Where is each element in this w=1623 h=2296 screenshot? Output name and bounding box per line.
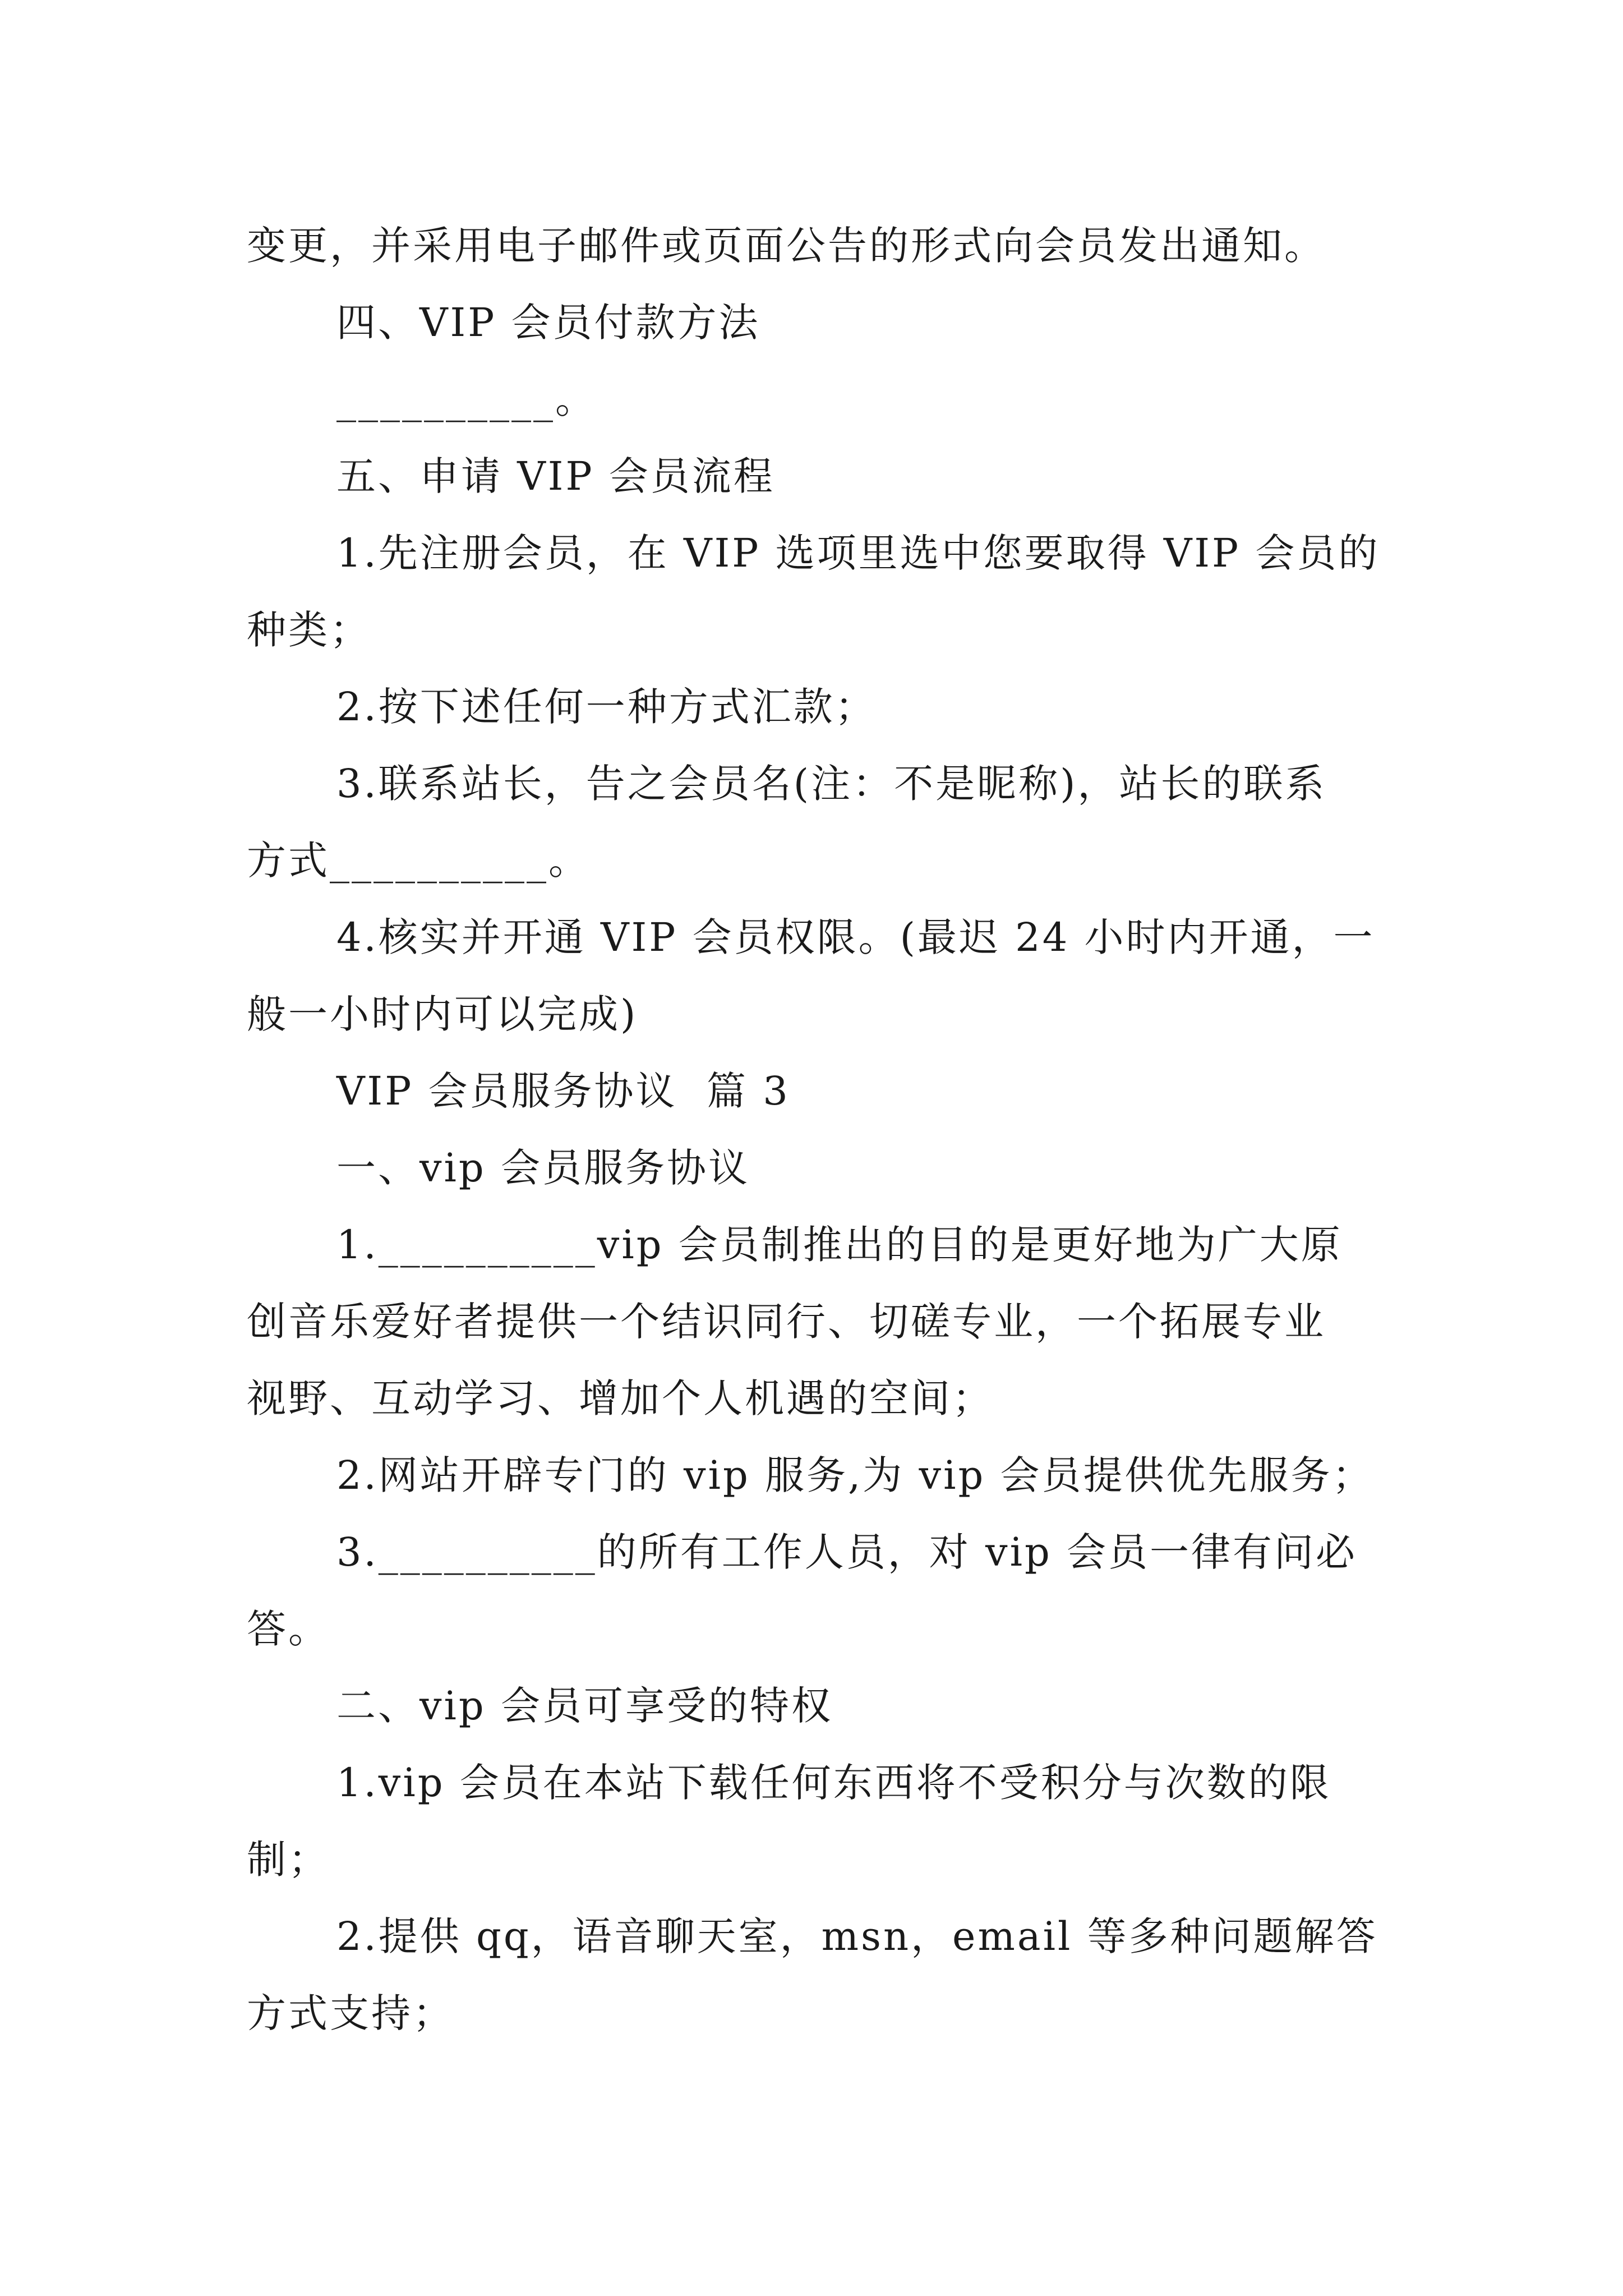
text-line: 3.联系站长，告之会员名(注：不是昵称)，站长的联系 xyxy=(336,761,1327,807)
text-line: 2.提供 qq，语音聊天室，msn，email 等多种问题解答 xyxy=(336,1913,1378,1959)
text-line: 2.网站开辟专门的 vip 服务,为 vip 会员提供优先服务； xyxy=(336,1452,1374,1498)
section-heading: 五、申请 VIP 会员流程 xyxy=(336,453,775,499)
text-line: 创音乐爱好者提供一个结识同行、切磋专业，一个拓展专业 xyxy=(247,1299,1326,1345)
section-heading: 二、vip 会员可享受的特权 xyxy=(336,1683,833,1729)
section-heading: 四、VIP 会员付款方法 xyxy=(336,300,760,346)
section-title: VIP 会员服务协议 篇 3 xyxy=(336,1068,790,1114)
text-line: 般一小时内可以完成) xyxy=(247,991,638,1037)
text-line: 3.__________的所有工作人员，对 vip 会员一律有问必 xyxy=(336,1529,1358,1575)
text-line: 2.按下述任何一种方式汇款； xyxy=(336,684,877,730)
text-line: 制； xyxy=(247,1837,330,1883)
blank-fill-line: __________。 xyxy=(336,376,597,422)
text-line: 方式支持； xyxy=(247,1990,454,2036)
text-line: 视野、互动学习、增加个人机遇的空间； xyxy=(247,1375,994,1421)
section-heading: 一、vip 会员服务协议 xyxy=(336,1145,750,1191)
text-line: 1.__________vip 会员制推出的目的是更好地为广大原 xyxy=(336,1222,1343,1268)
text-line: 4.核实并开通 VIP 会员权限。(最迟 24 小时内开通，一 xyxy=(336,914,1375,960)
text-line: 变更，并采用电子邮件或页面公告的形式向会员发出通知。 xyxy=(247,223,1326,269)
text-line: 种类； xyxy=(247,607,371,653)
text-line: 方式__________。 xyxy=(247,838,590,884)
text-line: 1.先注册会员，在 VIP 选项里选中您要取得 VIP 会员的 xyxy=(336,530,1380,576)
document-body xyxy=(247,208,1385,2052)
text-line: 答。 xyxy=(247,1606,330,1652)
text-line: 1.vip 会员在本站下载任何东西将不受积分与次数的限 xyxy=(336,1760,1331,1806)
